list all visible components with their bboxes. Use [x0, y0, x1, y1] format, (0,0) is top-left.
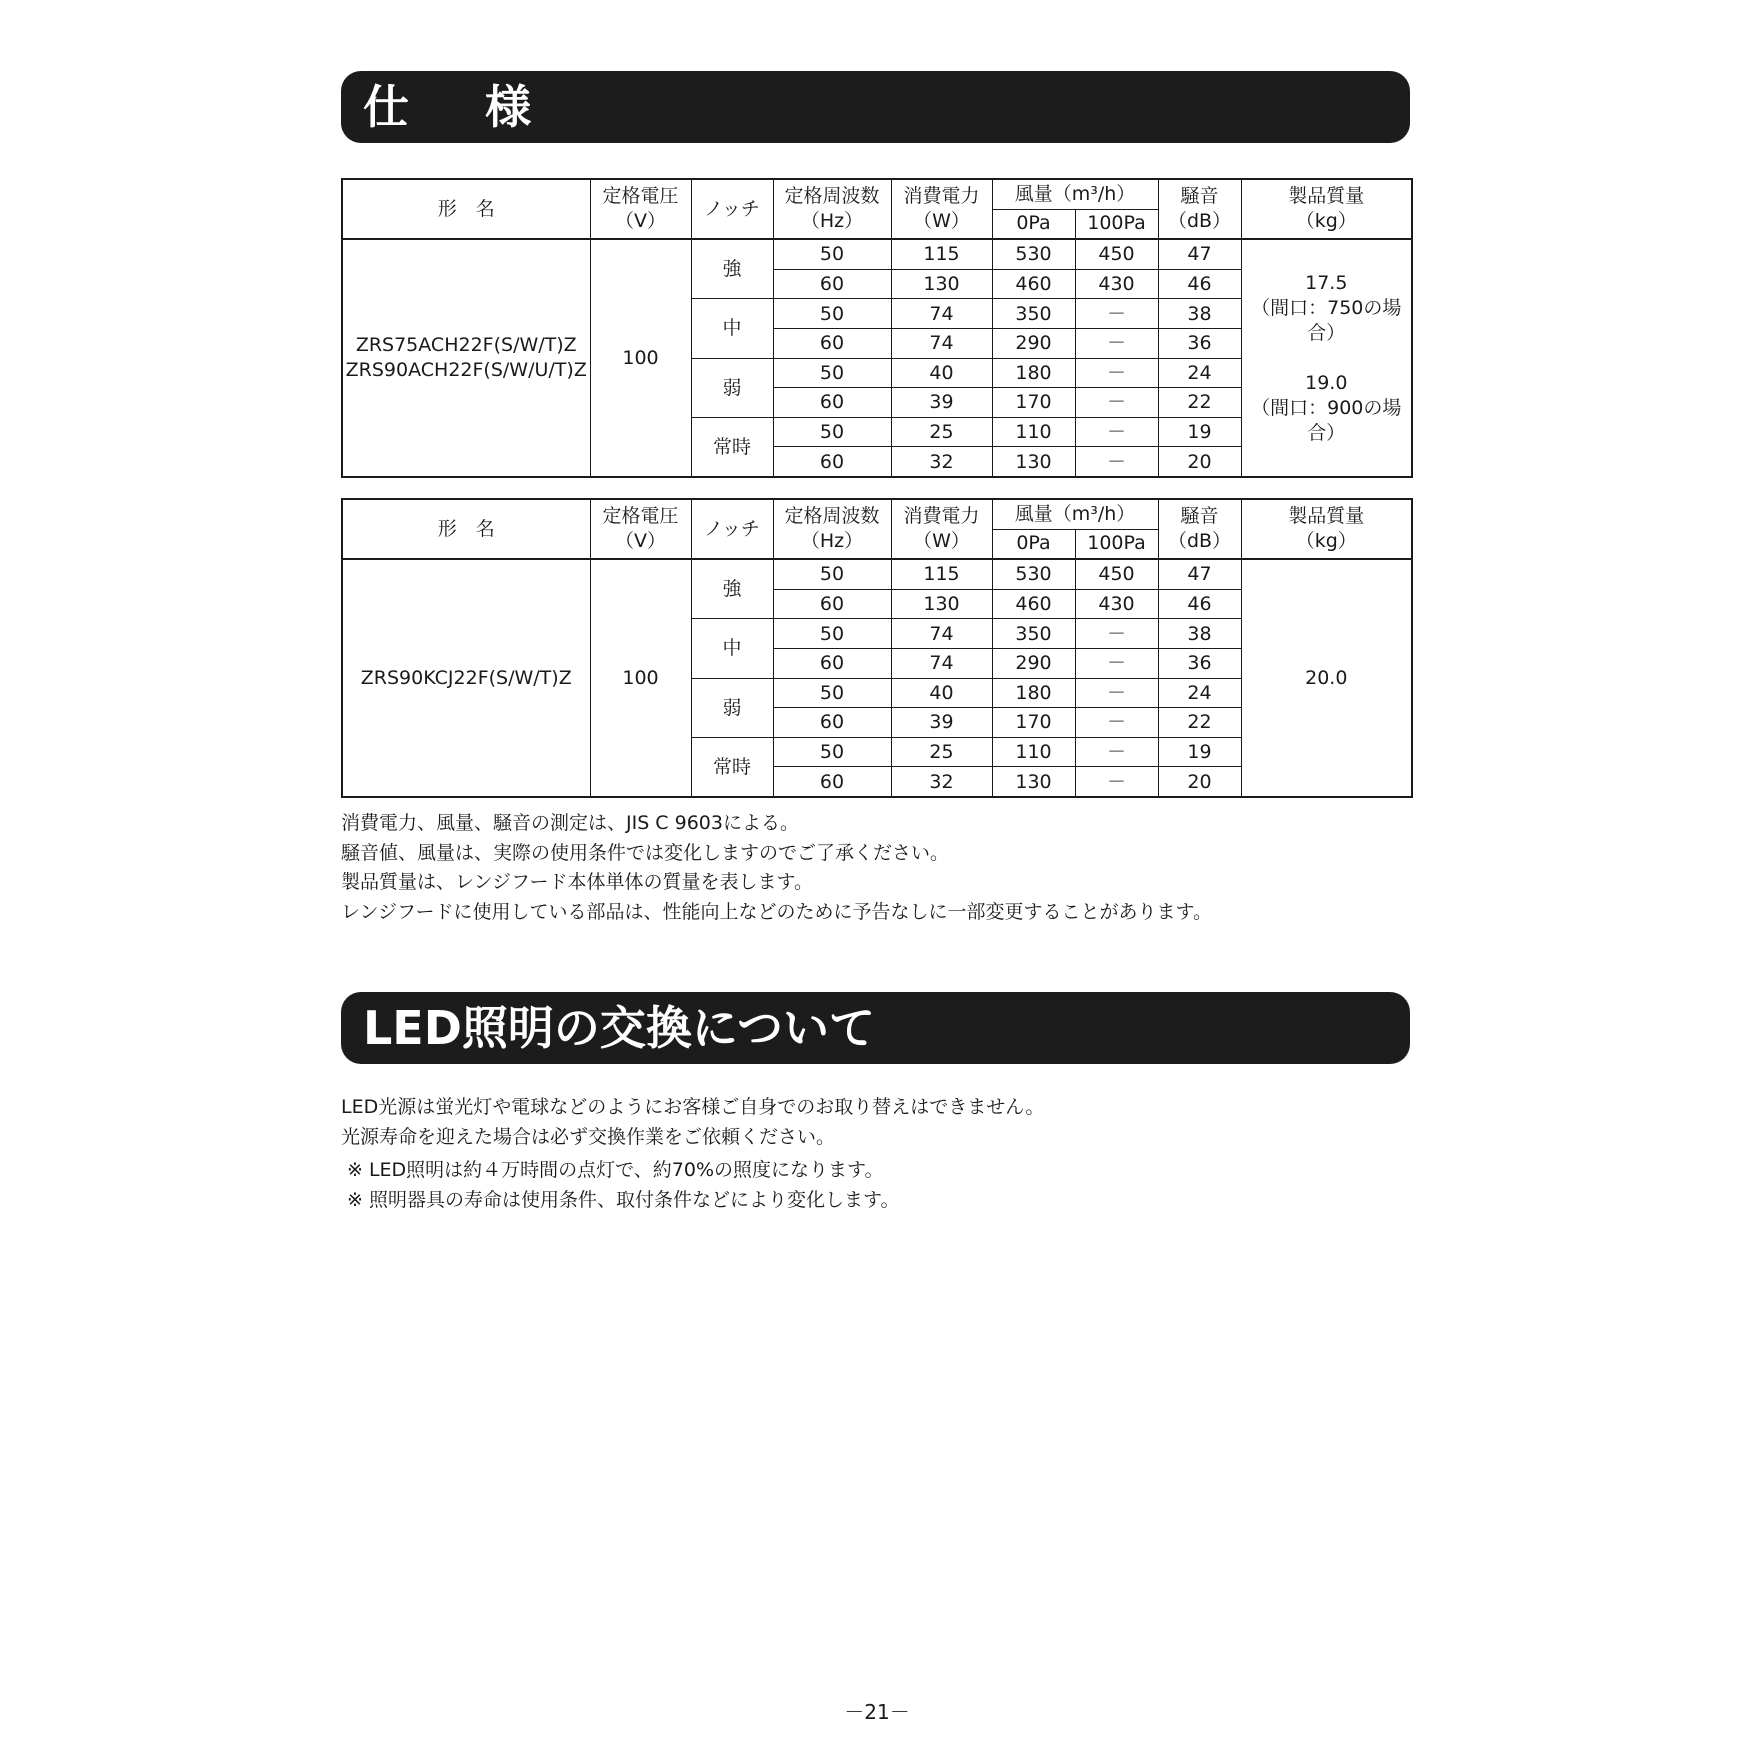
notch-cell: 中	[691, 299, 773, 358]
note-line: LED光源は蛍光灯や電球などのようにお客様ご自身でのお取り替えはできません。	[341, 1096, 1045, 1118]
note-line: 光源寿命を迎えた場合は必ず交換作業をご依頼ください。	[341, 1125, 836, 1148]
power-cell: 32	[891, 447, 992, 477]
power-cell: 74	[891, 648, 992, 678]
power-cell: 40	[891, 358, 992, 388]
voltage-cell: 100	[590, 559, 691, 797]
hz-cell: 50	[773, 737, 891, 767]
power-cell: 74	[891, 299, 992, 329]
power-cell: 130	[891, 269, 992, 299]
note-line: レンジフードに使用している部品は、性能向上などのために予告なしに一部変更することがあります。	[341, 900, 1212, 923]
header-notch: ノッチ	[691, 179, 773, 239]
hz-cell: 60	[773, 648, 891, 678]
noise-cell: 36	[1158, 328, 1241, 358]
table-row	[342, 559, 1412, 589]
noise-cell: 47	[1158, 239, 1241, 269]
header-weight: 製品質量 （kg）	[1241, 179, 1412, 239]
airflow-100pa-cell: 430	[1075, 269, 1158, 299]
airflow-100pa-cell: －	[1075, 678, 1158, 708]
noise-cell: 38	[1158, 619, 1241, 649]
table-row	[342, 239, 1412, 269]
noise-cell: 36	[1158, 648, 1241, 678]
header-voltage: 定格電圧 （V）	[590, 499, 691, 559]
airflow-0pa-cell: 180	[992, 358, 1075, 388]
airflow-100pa-cell: －	[1075, 299, 1158, 329]
power-cell: 32	[891, 767, 992, 797]
header-airflow: 風量（m³/h）	[992, 499, 1158, 529]
power-cell: 115	[891, 559, 992, 589]
hz-cell: 60	[773, 328, 891, 358]
header-power: 消費電力 （W）	[891, 179, 992, 239]
hz-cell: 50	[773, 417, 891, 447]
airflow-0pa-cell: 350	[992, 299, 1075, 329]
noise-cell: 38	[1158, 299, 1241, 329]
airflow-100pa-cell: 450	[1075, 559, 1158, 589]
model-cell: ZRS75ACH22F(S/W/T)Z ZRS90ACH22F(S/W/U/T)Z	[342, 239, 590, 477]
noise-cell: 19	[1158, 737, 1241, 767]
spec-table-2	[341, 498, 1413, 798]
hz-cell: 50	[773, 619, 891, 649]
noise-cell: 47	[1158, 559, 1241, 589]
noise-cell: 46	[1158, 269, 1241, 299]
airflow-0pa-cell: 460	[992, 269, 1075, 299]
airflow-100pa-cell: －	[1075, 708, 1158, 738]
airflow-100pa-cell: 450	[1075, 239, 1158, 269]
header-power: 消費電力 （W）	[891, 499, 992, 559]
remark-line: ※ LED照明は約４万時間の点灯で、約70%の照度になります。	[347, 1159, 884, 1181]
header-airflow-100pa: 100Pa	[1075, 209, 1158, 239]
notch-cell: 中	[691, 619, 773, 678]
note-line: 消費電力、風量、騒音の測定は、JIS C 9603による。	[341, 812, 799, 834]
header-notch: ノッチ	[691, 499, 773, 559]
power-cell: 74	[891, 328, 992, 358]
airflow-0pa-cell: 530	[992, 239, 1075, 269]
hz-cell: 60	[773, 447, 891, 477]
header-airflow-0pa: 0Pa	[992, 209, 1075, 239]
notch-cell: 強	[691, 559, 773, 619]
notch-cell: 強	[691, 239, 773, 299]
noise-cell: 22	[1158, 708, 1241, 738]
airflow-100pa-cell: －	[1075, 737, 1158, 767]
power-cell: 40	[891, 678, 992, 708]
hz-cell: 60	[773, 708, 891, 738]
airflow-100pa-cell: －	[1075, 619, 1158, 649]
airflow-0pa-cell: 350	[992, 619, 1075, 649]
airflow-0pa-cell: 290	[992, 648, 1075, 678]
notch-cell: 常時	[691, 417, 773, 477]
airflow-100pa-cell: 430	[1075, 589, 1158, 619]
note-line: 騒音値、風量は、実際の使用条件では変化しますのでご了承ください。	[341, 841, 950, 864]
remark-line: ※ 照明器具の寿命は使用条件、取付条件などにより変化します。	[347, 1188, 900, 1211]
hz-cell: 60	[773, 767, 891, 797]
header-noise: 騒音 （dB）	[1158, 499, 1241, 559]
airflow-100pa-cell: －	[1075, 328, 1158, 358]
notch-cell: 弱	[691, 358, 773, 417]
airflow-100pa-cell: －	[1075, 388, 1158, 418]
power-cell: 25	[891, 737, 992, 767]
hz-cell: 50	[773, 358, 891, 388]
noise-cell: 20	[1158, 447, 1241, 477]
noise-cell: 24	[1158, 358, 1241, 388]
notch-cell: 常時	[691, 737, 773, 797]
note-line: 製品質量は、レンジフード本体単体の質量を表します。	[341, 871, 813, 893]
airflow-0pa-cell: 530	[992, 559, 1075, 589]
noise-cell: 46	[1158, 589, 1241, 619]
airflow-100pa-cell: －	[1075, 767, 1158, 797]
airflow-0pa-cell: 290	[992, 328, 1075, 358]
header-noise: 騒音 （dB）	[1158, 179, 1241, 239]
hz-cell: 60	[773, 269, 891, 299]
hz-cell: 60	[773, 589, 891, 619]
airflow-100pa-cell: －	[1075, 417, 1158, 447]
airflow-100pa-cell: －	[1075, 447, 1158, 477]
power-cell: 74	[891, 619, 992, 649]
airflow-0pa-cell: 170	[992, 388, 1075, 418]
hz-cell: 50	[773, 559, 891, 589]
section-title-led: LED照明の交換について	[341, 992, 1410, 1064]
hz-cell: 50	[773, 299, 891, 329]
power-cell: 130	[891, 589, 992, 619]
power-cell: 115	[891, 239, 992, 269]
header-weight: 製品質量 （kg）	[1241, 499, 1412, 559]
airflow-0pa-cell: 170	[992, 708, 1075, 738]
power-cell: 39	[891, 388, 992, 418]
hz-cell: 60	[773, 388, 891, 418]
header-model: 形 名	[342, 179, 590, 239]
power-cell: 25	[891, 417, 992, 447]
weight-cell: 20.0	[1241, 559, 1412, 797]
power-cell: 39	[891, 708, 992, 738]
noise-cell: 22	[1158, 388, 1241, 418]
airflow-0pa-cell: 180	[992, 678, 1075, 708]
header-frequency: 定格周波数 （Hz）	[773, 499, 891, 559]
header-voltage: 定格電圧 （V）	[590, 179, 691, 239]
header-model: 形 名	[342, 499, 590, 559]
airflow-0pa-cell: 460	[992, 589, 1075, 619]
airflow-100pa-cell: －	[1075, 648, 1158, 678]
noise-cell: 20	[1158, 767, 1241, 797]
header-airflow-100pa: 100Pa	[1075, 529, 1158, 559]
header-frequency: 定格周波数 （Hz）	[773, 179, 891, 239]
led-notes	[341, 1093, 1044, 1215]
hz-cell: 50	[773, 239, 891, 269]
spec-table-1	[341, 178, 1413, 478]
model-cell: ZRS90KCJ22F(S/W/T)Z	[342, 559, 590, 797]
notch-cell: 弱	[691, 678, 773, 737]
spec-notes	[341, 809, 1212, 927]
section-title-spec: 仕 様	[341, 71, 1410, 143]
voltage-cell: 100	[590, 239, 691, 477]
airflow-0pa-cell: 110	[992, 417, 1075, 447]
airflow-0pa-cell: 130	[992, 447, 1075, 477]
airflow-100pa-cell: －	[1075, 358, 1158, 388]
header-airflow-0pa: 0Pa	[992, 529, 1075, 559]
page-number: －21－	[844, 1700, 910, 1724]
noise-cell: 19	[1158, 417, 1241, 447]
airflow-0pa-cell: 110	[992, 737, 1075, 767]
hz-cell: 50	[773, 678, 891, 708]
airflow-0pa-cell: 130	[992, 767, 1075, 797]
noise-cell: 24	[1158, 678, 1241, 708]
weight-cell: 17.5 （間口：750の場合） 19.0 （間口：900の場合）	[1241, 239, 1412, 477]
header-airflow: 風量（m³/h）	[992, 179, 1158, 209]
